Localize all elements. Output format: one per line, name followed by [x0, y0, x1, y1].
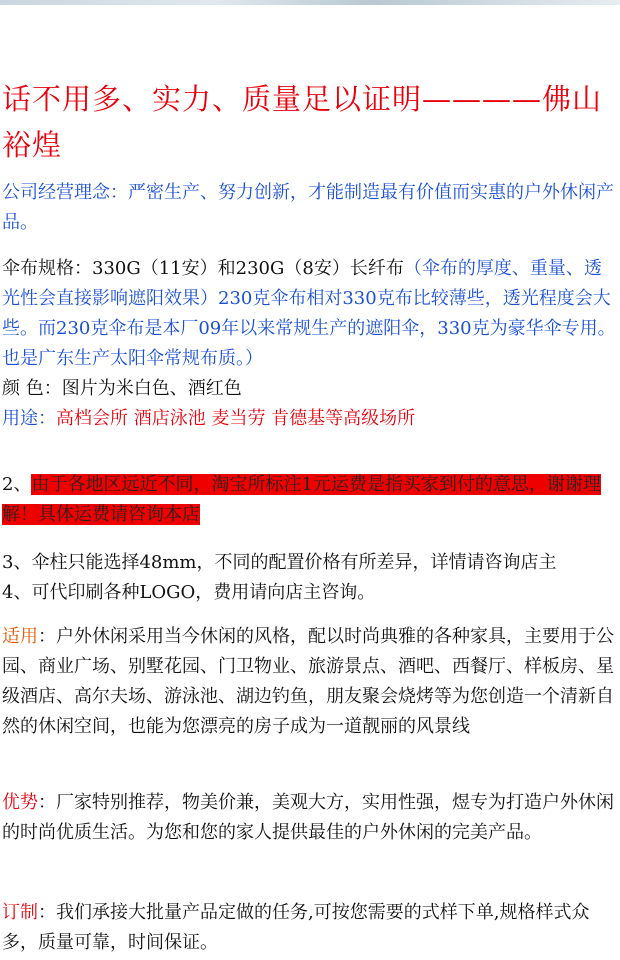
- apply-section: [2, 622, 616, 742]
- note-shipping: [2, 470, 616, 530]
- advantage-text: ：厂家特别推荐，物美价兼，美观大方，实用性强，煜专为打造户外休闲的时尚优质生活。为您和您的家人提供最佳的户外休闲的完美产品。: [2, 792, 614, 843]
- fabric-spec: [2, 254, 616, 374]
- company-philosophy: 公司经营理念：严密生产、努力创新，才能制造最有价值而实惠的户外休闲产品。: [2, 182, 614, 233]
- fabric-spec-detail: （伞布的厚度、重量、透光性会直接影响遮阳效果）230克伞布相对330克布比较薄些，透光程度会大些。而230克伞布是本厂09年以来常规生产的遮阳伞，330克为豪华伞专用。也是广东生产太阳伞常规布质。）: [2, 258, 616, 369]
- note-shipping-highlight: 由于各地区远近不同，淘宝所标注1元运费是指买家到付的意思，谢谢理解！具体运费请咨询本店: [2, 474, 601, 525]
- top-banner-strip: [0, 0, 620, 5]
- custom-text: ：我们承接大批量产品定做的任务,可按您需要的式样下单,规格样式众多，质量可靠，时间保证。: [2, 902, 590, 953]
- note-logo: 4、可代印刷各种LOGO，费用请向店主咨询。: [2, 582, 376, 603]
- note-pole: 3、伞柱只能选择48mm，不同的配置价格有所差异，详情请咨询店主: [2, 552, 557, 573]
- advantage-label: 优势: [2, 792, 38, 813]
- custom-label: 订制: [2, 902, 38, 923]
- advantage-section: [2, 788, 616, 848]
- usage-label: 用途：: [2, 408, 56, 429]
- page-title: 话不用多、实力、质量足以证明————佛山裕煌: [2, 82, 603, 162]
- apply-label: 适用: [2, 626, 38, 647]
- note-shipping-number: 2、: [2, 474, 32, 495]
- fabric-spec-label: 伞布规格：330G（11安）和230G（8安）长纤布: [2, 258, 404, 279]
- usage-text: 高档会所 酒店泳池 麦当劳 肯德基等高级场所: [56, 408, 416, 429]
- apply-text: ：户外休闲采用当今休闲的风格，配以时尚典雅的各种家具，主要用于公园、商业广场、别墅花园、门卫物业、旅游景点、酒吧、西餐厅、样板房、星级酒店、高尔夫场、游泳池、湖边钓鱼，朋友聚会烧烤等为您创造一个清新自然的休闲空间，也能为您漂亮的房子成为一道靓丽的风景线: [2, 626, 614, 737]
- custom-section: [2, 898, 616, 958]
- color-line: 颜 色：图片为米白色、酒红色: [2, 378, 242, 399]
- usage-line: [2, 404, 616, 434]
